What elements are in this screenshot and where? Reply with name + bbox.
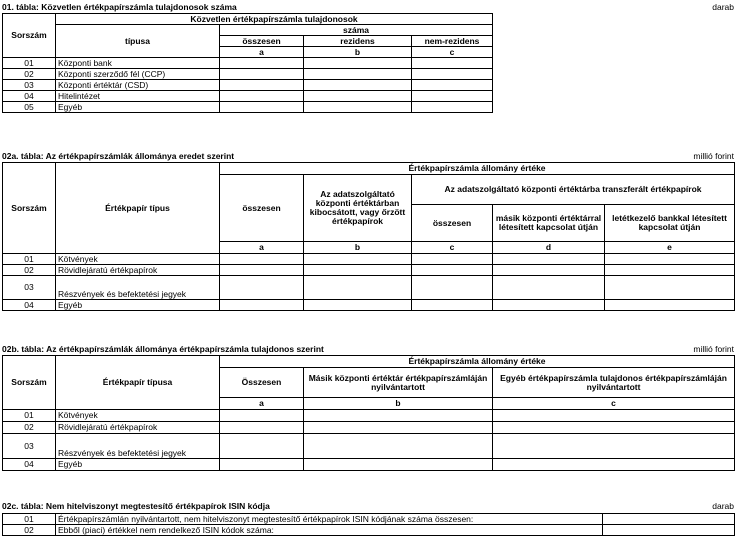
row-number: 02 bbox=[3, 265, 56, 276]
input-cell[interactable] bbox=[304, 69, 412, 80]
input-cell[interactable] bbox=[412, 102, 493, 113]
input-cell[interactable] bbox=[605, 300, 735, 311]
input-cell[interactable] bbox=[605, 276, 735, 300]
input-cell[interactable] bbox=[412, 58, 493, 69]
row-number: 01 bbox=[3, 514, 56, 525]
row-label: Egyéb bbox=[56, 459, 220, 471]
input-cell[interactable] bbox=[493, 276, 605, 300]
row-number: 01 bbox=[3, 58, 56, 69]
table-02c-unit: darab bbox=[712, 501, 734, 511]
table-01-caption bbox=[2, 2, 734, 13]
row-label: Központi értéktár (CSD) bbox=[56, 80, 220, 91]
table-02a-title: 02a. tábla: Az értékpapírszámlák állománya eredet szerint bbox=[2, 151, 235, 161]
table-02a-tipus-header: Értékpapír típus bbox=[56, 163, 220, 254]
input-cell[interactable] bbox=[220, 422, 304, 434]
input-cell[interactable] bbox=[493, 300, 605, 311]
input-cell[interactable] bbox=[220, 58, 304, 69]
table-02b-letter-b: b bbox=[304, 398, 493, 410]
input-cell[interactable] bbox=[304, 91, 412, 102]
input-cell[interactable] bbox=[220, 410, 304, 422]
input-cell[interactable] bbox=[412, 265, 493, 276]
table-row bbox=[3, 254, 735, 265]
row-number: 02 bbox=[3, 69, 56, 80]
input-cell[interactable] bbox=[304, 459, 493, 471]
table-01-letter-b: b bbox=[304, 47, 412, 58]
table-row bbox=[3, 525, 735, 536]
table-02c bbox=[2, 513, 735, 536]
row-number: 01 bbox=[3, 254, 56, 265]
input-cell[interactable] bbox=[493, 422, 735, 434]
table-01-unit: darab bbox=[712, 2, 734, 12]
input-cell[interactable] bbox=[412, 80, 493, 91]
table-row bbox=[3, 410, 735, 422]
row-label: Kötvények bbox=[56, 410, 220, 422]
table-01-letter-c: c bbox=[412, 47, 493, 58]
row-number: 02 bbox=[3, 422, 56, 434]
row-label: Értékpapírszámlán nyilvántartott, nem hitelviszonyt megtestesítő értékpapírok ISIN kódjának száma összesen: bbox=[56, 514, 603, 525]
input-cell[interactable] bbox=[304, 102, 412, 113]
input-cell[interactable] bbox=[220, 300, 304, 311]
input-cell[interactable] bbox=[220, 102, 304, 113]
input-cell[interactable] bbox=[220, 276, 304, 300]
input-cell[interactable] bbox=[304, 276, 412, 300]
input-cell[interactable] bbox=[220, 254, 304, 265]
input-cell[interactable] bbox=[493, 459, 735, 471]
row-number: 01 bbox=[3, 410, 56, 422]
table-01-col-osszesen: összesen bbox=[220, 36, 304, 47]
table-02b-col-masik: Másik központi értéktár értékpapírszámláján nyilvántartott bbox=[304, 368, 493, 398]
table-02c-caption bbox=[2, 501, 734, 512]
row-number: 03 bbox=[3, 276, 56, 300]
row-label: Egyéb bbox=[56, 102, 220, 113]
input-cell[interactable] bbox=[220, 69, 304, 80]
table-02b-group-header: Értékpapírszámla állomány értéke bbox=[220, 356, 735, 368]
input-cell[interactable] bbox=[412, 91, 493, 102]
table-02a-sub-osszesen: összesen bbox=[412, 205, 493, 242]
input-cell[interactable] bbox=[605, 254, 735, 265]
table-01-szama-header: száma bbox=[220, 25, 493, 36]
table-02a-col-transzferalt: Az adatszolgáltató központi értéktárba transzferált értékpapírok bbox=[412, 175, 735, 205]
input-cell[interactable] bbox=[304, 300, 412, 311]
input-cell[interactable] bbox=[493, 265, 605, 276]
input-cell[interactable] bbox=[304, 265, 412, 276]
row-label: Egyéb bbox=[56, 300, 220, 311]
table-02a-sub-masik: másik központi értéktárral létesített kapcsolat útján bbox=[493, 205, 605, 242]
table-02b-letter-c: c bbox=[493, 398, 735, 410]
input-cell[interactable] bbox=[220, 434, 304, 459]
row-number: 03 bbox=[3, 434, 56, 459]
table-01-blank bbox=[493, 14, 735, 113]
row-label: Rövidlejáratú értékpapírok bbox=[56, 422, 220, 434]
input-cell[interactable] bbox=[304, 434, 493, 459]
table-01-group-header: Közvetlen értékpapírszámla tulajdonosok bbox=[56, 14, 493, 25]
table-02a-letter-b: b bbox=[304, 242, 412, 254]
table-02b-tipus-header: Értékpapír típusa bbox=[56, 356, 220, 410]
table-02a-group-header: Értékpapírszámla állomány értéke bbox=[220, 163, 735, 175]
table-02a-letter-d: d bbox=[493, 242, 605, 254]
row-number: 05 bbox=[3, 102, 56, 113]
row-label: Rövidlejáratú értékpapírok bbox=[56, 265, 220, 276]
row-number: 02 bbox=[3, 525, 56, 536]
input-cell[interactable] bbox=[603, 514, 735, 525]
input-cell[interactable] bbox=[412, 276, 493, 300]
input-cell[interactable] bbox=[304, 58, 412, 69]
row-number: 03 bbox=[3, 80, 56, 91]
table-02a-sorszam-header: Sorszám bbox=[3, 163, 56, 254]
table-02a-unit: millió forint bbox=[693, 151, 734, 161]
row-number: 04 bbox=[3, 459, 56, 471]
table-02c-title: 02c. tábla: Nem hitelviszonyt megtestesítő értékpapírok ISIN kódja bbox=[2, 501, 270, 511]
input-cell[interactable] bbox=[493, 434, 735, 459]
table-02a-col-kibocsatott: Az adatszolgáltató központi értéktárban kibocsátott, vagy őrzött értékpapírok bbox=[304, 175, 412, 242]
table-02a-caption bbox=[2, 151, 734, 162]
table-01-sorszam-header: Sorszám bbox=[3, 14, 56, 58]
row-number: 04 bbox=[3, 300, 56, 311]
input-cell[interactable] bbox=[605, 265, 735, 276]
input-cell[interactable] bbox=[603, 525, 735, 536]
input-cell[interactable] bbox=[220, 265, 304, 276]
row-number: 04 bbox=[3, 91, 56, 102]
row-label: Ebből (piaci) értékkel nem rendelkező ISIN kódok száma: bbox=[56, 525, 603, 536]
input-cell[interactable] bbox=[304, 410, 493, 422]
row-label: Központi szerződő fél (CCP) bbox=[56, 69, 220, 80]
input-cell[interactable] bbox=[304, 422, 493, 434]
table-02a-letter-a: a bbox=[220, 242, 304, 254]
table-02b-unit: millió forint bbox=[693, 344, 734, 354]
input-cell[interactable] bbox=[304, 80, 412, 91]
input-cell[interactable] bbox=[220, 459, 304, 471]
table-row bbox=[3, 434, 735, 459]
row-label: Részvények és befektetési jegyek bbox=[56, 276, 220, 300]
table-01 bbox=[2, 13, 735, 113]
table-02a-sub-letet: letétkezelő bankkal létesített kapcsolat útján bbox=[605, 205, 735, 242]
table-row bbox=[3, 276, 735, 300]
table-01-col-rezidens: rezidens bbox=[304, 36, 412, 47]
input-cell[interactable] bbox=[412, 254, 493, 265]
table-02a-col-osszesen: összesen bbox=[220, 175, 304, 242]
table-01-col-nemrezidens: nem-rezidens bbox=[412, 36, 493, 47]
row-label: Részvények és befektetési jegyek bbox=[56, 434, 220, 459]
table-01-title: 01. tábla: Közvetlen értékpapírszámla tulajdonosok száma bbox=[2, 2, 237, 12]
table-01-letter-a: a bbox=[220, 47, 304, 58]
table-row bbox=[3, 265, 735, 276]
table-row bbox=[3, 300, 735, 311]
table-row bbox=[3, 514, 735, 525]
table-02b bbox=[2, 355, 735, 471]
table-02b-title: 02b. tábla: Az értékpapírszámlák állománya értékpapírszámla tulajdonos szerint bbox=[2, 344, 324, 354]
input-cell[interactable] bbox=[493, 410, 735, 422]
table-02b-caption bbox=[2, 344, 734, 355]
input-cell[interactable] bbox=[220, 91, 304, 102]
input-cell[interactable] bbox=[493, 254, 605, 265]
table-02b-col-egyeb: Egyéb értékpapírszámla tulajdonos értékpapírszámláján nyilvántartott bbox=[493, 368, 735, 398]
input-cell[interactable] bbox=[412, 300, 493, 311]
table-02b-col-osszesen: Összesen bbox=[220, 368, 304, 398]
table-02b-letter-a: a bbox=[220, 398, 304, 410]
input-cell[interactable] bbox=[304, 254, 412, 265]
input-cell[interactable] bbox=[412, 69, 493, 80]
table-row bbox=[3, 422, 735, 434]
table-02a-letter-c: c bbox=[412, 242, 493, 254]
table-02b-sorszam-header: Sorszám bbox=[3, 356, 56, 410]
table-01-tipusa-header: típusa bbox=[56, 25, 220, 58]
input-cell[interactable] bbox=[220, 80, 304, 91]
row-label: Központi bank bbox=[56, 58, 220, 69]
row-label: Hitelintézet bbox=[56, 91, 220, 102]
table-row bbox=[3, 459, 735, 471]
table-02a bbox=[2, 162, 735, 311]
table-02a-letter-e: e bbox=[605, 242, 735, 254]
row-label: Kötvények bbox=[56, 254, 220, 265]
